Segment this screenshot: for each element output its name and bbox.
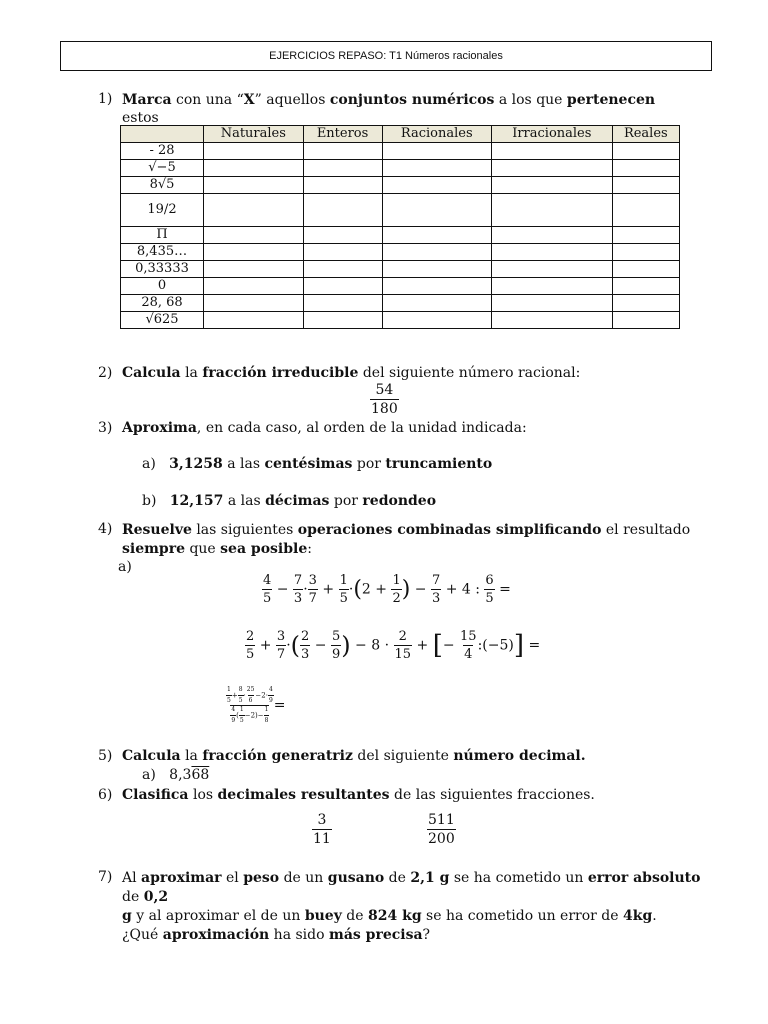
answer-cell[interactable] (204, 244, 304, 261)
answer-cell[interactable] (491, 312, 612, 329)
answer-cell[interactable] (612, 177, 679, 194)
answer-cell[interactable] (204, 227, 304, 244)
table-row (121, 261, 680, 278)
table-row (121, 312, 680, 329)
answer-cell[interactable] (612, 261, 679, 278)
q3-item-b: b) 12,157 a las décimas por redondeo (142, 493, 437, 509)
answer-cell[interactable] (491, 261, 612, 278)
table-row (121, 227, 680, 244)
table-header-row (121, 126, 680, 143)
column-header: Racionales (382, 126, 491, 143)
answer-cell[interactable] (382, 244, 491, 261)
answer-cell[interactable] (204, 295, 304, 312)
answer-cell[interactable] (612, 143, 679, 160)
answer-cell[interactable] (303, 261, 382, 278)
answer-cell[interactable] (382, 312, 491, 329)
answer-cell[interactable] (491, 194, 612, 227)
q3-statement: Aproxima, en cada caso, al orden de la unidad indicada: (122, 420, 527, 436)
row-label: Π (121, 227, 204, 244)
answer-cell[interactable] (382, 194, 491, 227)
q7-number: 7) (98, 869, 113, 885)
answer-cell[interactable] (204, 177, 304, 194)
row-label: - 28 (121, 143, 204, 160)
row-label: 8√5 (121, 177, 204, 194)
answer-cell[interactable] (382, 278, 491, 295)
table-row (121, 143, 680, 160)
answer-cell[interactable] (303, 312, 382, 329)
answer-cell[interactable] (303, 295, 382, 312)
column-header: Reales (612, 126, 679, 143)
answer-cell[interactable] (303, 194, 382, 227)
answer-cell[interactable] (612, 244, 679, 261)
answer-cell[interactable] (382, 160, 491, 177)
page-title-box (60, 41, 712, 71)
expression-1: $\frac{4}{5}$ − $\frac{7}{3}$ · $\frac{3}{7}$ + $\frac{1}{5}$ ·(2 + $\frac{1}{2}$ ) − $\frac{7}{3}$ + 4 : $\frac{6}{5}$ = (263, 573, 511, 606)
q2-fraction: $\frac{54}{180}$ (371, 382, 398, 417)
answer-cell[interactable] (612, 160, 679, 177)
answer-cell[interactable] (491, 278, 612, 295)
q6-fraction-2: $\frac{511}{200}$ (428, 812, 455, 847)
row-label: 28, 68 (121, 295, 204, 312)
column-header: Enteros (303, 126, 382, 143)
column-header: Irracionales (491, 126, 612, 143)
answer-cell[interactable] (303, 227, 382, 244)
q3-number: 3) (98, 420, 113, 436)
answer-cell[interactable] (382, 295, 491, 312)
header-blank-cell (121, 126, 204, 143)
table-row (121, 160, 680, 177)
row-label: √625 (121, 312, 204, 329)
table-row (121, 278, 680, 295)
answer-cell[interactable] (204, 143, 304, 160)
answer-cell[interactable] (491, 177, 612, 194)
answer-cell[interactable] (612, 194, 679, 227)
q1-statement: Marca con una “X” aquellos conjuntos numéricos a los que pertenecen estos (122, 92, 656, 126)
answer-cell[interactable] (382, 227, 491, 244)
row-label: 19/2 (121, 194, 204, 227)
answer-cell[interactable] (612, 312, 679, 329)
q7-statement: Al aproximar el peso de un gusano de 2,1 g se ha cometido un error absoluto de 0,2 g y al aproximar el de un buey de 824 kg se ha cometido un error de 4kg. ¿Qué aproximación ha sido más precisa? (122, 870, 701, 943)
answer-cell[interactable] (204, 261, 304, 278)
q6-fraction-1: $\frac{3}{11}$ (313, 812, 331, 847)
expression-2: $\frac{2}{5}$ + $\frac{3}{7}$ ·( $\frac{2}{3}$ − $\frac{5}{9}$ ) − 8 · $\frac{2}{15}$ + [− $\frac{15}{4}$ :(−5)] = (246, 629, 541, 662)
row-label: √−5 (121, 160, 204, 177)
q2-number: 2) (98, 365, 113, 381)
answer-cell[interactable] (303, 177, 382, 194)
answer-cell[interactable] (382, 143, 491, 160)
q6-statement: Clasifica los decimales resultantes de las siguientes fracciones. (122, 787, 595, 803)
row-label: 0,33333 (121, 261, 204, 278)
q1-number: 1) (98, 91, 113, 107)
number-sets-table (120, 125, 680, 329)
table-row (121, 244, 680, 261)
row-label: 0 (121, 278, 204, 295)
answer-cell[interactable] (612, 295, 679, 312)
answer-cell[interactable] (382, 261, 491, 278)
answer-cell[interactable] (491, 227, 612, 244)
q2-statement: Calcula la fracción irreducible del siguiente número racional: (122, 365, 581, 381)
q4-item-a-label: a) (118, 559, 132, 575)
table-row (121, 194, 680, 227)
answer-cell[interactable] (612, 227, 679, 244)
answer-cell[interactable] (204, 160, 304, 177)
answer-cell[interactable] (303, 143, 382, 160)
answer-cell[interactable] (204, 194, 304, 227)
answer-cell[interactable] (303, 278, 382, 295)
page-title: EJERCICIOS REPASO: T1 Números racionales (269, 50, 503, 62)
answer-cell[interactable] (303, 160, 382, 177)
q4-statement: Resuelve las siguientes operaciones combinadas simplificando el resultado siempre que sea posible: (122, 522, 691, 557)
answer-cell[interactable] (382, 177, 491, 194)
answer-cell[interactable] (491, 143, 612, 160)
answer-cell[interactable] (204, 312, 304, 329)
q5-statement: Calcula la fracción generatriz del siguiente número decimal. (122, 748, 586, 764)
table-row (121, 177, 680, 194)
q5-item-a: a) 8,368 (142, 767, 210, 783)
answer-cell[interactable] (491, 295, 612, 312)
answer-cell[interactable] (612, 278, 679, 295)
q4-number: 4) (98, 521, 113, 537)
answer-cell[interactable] (204, 278, 304, 295)
q5-number: 5) (98, 748, 113, 764)
q3-item-a: a) 3,1258 a las centésimas por truncamiento (142, 456, 493, 472)
table-row (121, 295, 680, 312)
expression-3: $\frac{1}{5}$ + $\frac{8}{5}$ · $\frac{25}{6}$ −2· $\frac{4}{9}$ $\frac{4}{9}$ ( $\frac{1}{5}$ −2)− $\frac{1}{8}$ = (227, 686, 286, 724)
answer-cell[interactable] (491, 244, 612, 261)
answer-cell[interactable] (491, 160, 612, 177)
column-header: Naturales (204, 126, 304, 143)
answer-cell[interactable] (303, 244, 382, 261)
q6-number: 6) (98, 787, 113, 803)
row-label: 8,435… (121, 244, 204, 261)
